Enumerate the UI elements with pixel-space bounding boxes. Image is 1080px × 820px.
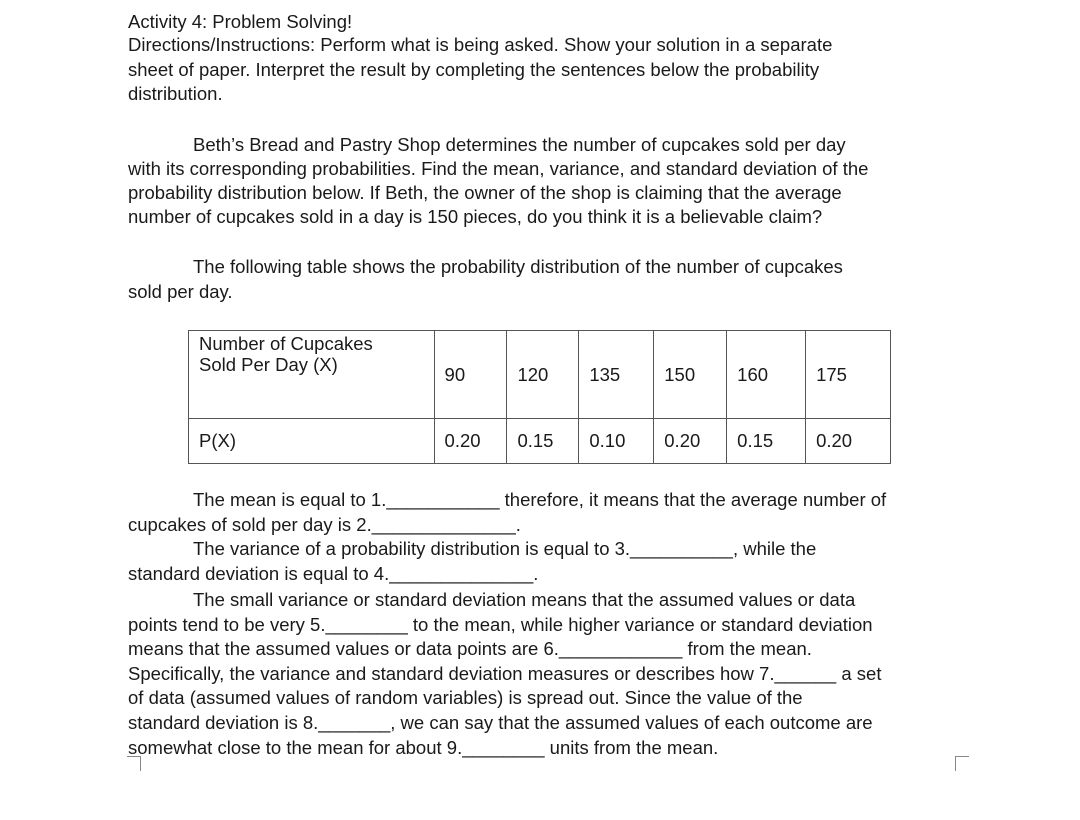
problem-line: with its corresponding probabilities. Find the mean, variance, and standard deviation of the	[128, 158, 869, 179]
probability-distribution-table	[188, 330, 891, 464]
x-value: 160	[727, 331, 806, 419]
x-value: 135	[579, 331, 654, 419]
directions-line: distribution.	[128, 83, 223, 104]
directions-line: Directions/Instructions: Perform what is being asked. Show your solution in a separate	[128, 34, 833, 55]
table-intro-line: The following table shows the probability distribution of the number of cupcakes	[193, 256, 843, 277]
px-header: P(X)	[189, 419, 435, 464]
x-header	[189, 331, 435, 419]
x-header-line1: Number of Cupcakes	[199, 333, 373, 354]
activity-title: Activity 4: Problem Solving!	[128, 11, 353, 32]
page-corner-mark-left	[127, 756, 141, 771]
p-value: 0.15	[507, 419, 579, 464]
directions-line: sheet of paper. Interpret the result by completing the sentences below the probability	[128, 59, 820, 80]
table-row-px	[189, 419, 891, 464]
x-value: 90	[434, 331, 507, 419]
sentence-line: Specifically, the variance and standard deviation measures or describes how 7.______ a set	[128, 663, 882, 684]
problem-line: number of cupcakes sold in a day is 150 pieces, do you think it is a believable claim?	[128, 206, 823, 227]
table-row-x	[189, 331, 891, 419]
p-value: 0.20	[434, 419, 507, 464]
sentence-line: of data (assumed values of random variables) is spread out. Since the value of the	[128, 687, 803, 708]
sentence-line: somewhat close to the mean for about 9.________ units from the mean.	[128, 737, 719, 758]
p-value: 0.20	[654, 419, 727, 464]
x-value: 120	[507, 331, 579, 419]
p-value: 0.10	[579, 419, 654, 464]
sentence-line: standard deviation is 8._______, we can say that the assumed values of each outcome are	[128, 712, 873, 733]
sentence-line: means that the assumed values or data points are 6.____________ from the mean.	[128, 638, 812, 659]
sentence-line: The mean is equal to 1.___________ therefore, it means that the average number of	[193, 489, 887, 510]
x-header-line2: Sold Per Day (X)	[199, 354, 338, 375]
sentence-line: points tend to be very 5.________ to the mean, while higher variance or standard deviation	[128, 614, 873, 635]
x-value: 175	[806, 331, 891, 419]
sentence-line: standard deviation is equal to 4.______________.	[128, 563, 539, 584]
sentence-line: cupcakes of sold per day is 2.______________.	[128, 514, 521, 535]
table-intro-line: sold per day.	[128, 281, 233, 302]
sentence-line: The variance of a probability distribution is equal to 3.__________, while the	[193, 538, 817, 559]
p-value: 0.20	[806, 419, 891, 464]
problem-line: probability distribution below. If Beth, the owner of the shop is claiming that the average	[128, 182, 842, 203]
x-value: 150	[654, 331, 727, 419]
problem-line: Beth’s Bread and Pastry Shop determines the number of cupcakes sold per day	[193, 134, 846, 155]
sentence-line: The small variance or standard deviation means that the assumed values or data	[193, 589, 856, 610]
p-value: 0.15	[727, 419, 806, 464]
page-corner-mark-right	[955, 756, 969, 771]
